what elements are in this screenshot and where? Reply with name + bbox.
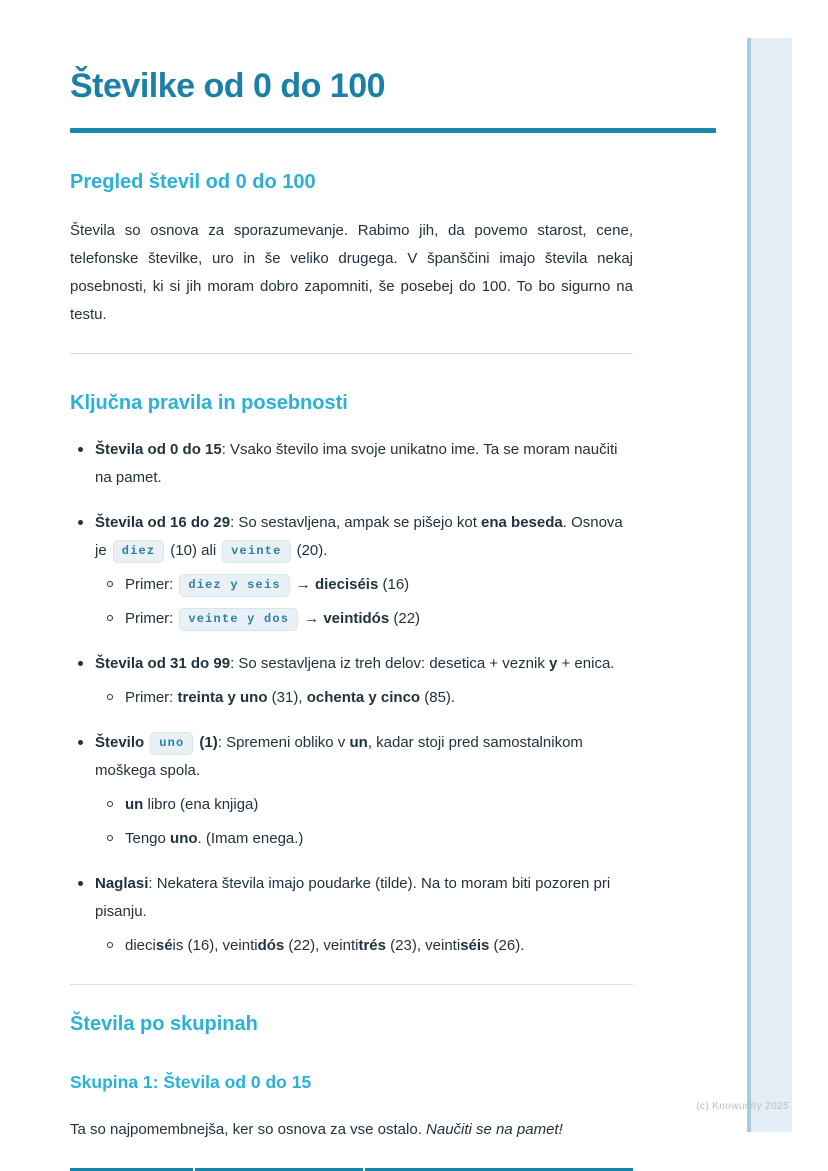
code-chip: veinte (222, 540, 290, 563)
page-title: Številke od 0 do 100 (70, 67, 386, 105)
sub-text: (85). (420, 689, 456, 706)
rule-term: Število (95, 734, 145, 751)
sub-text: dieci (125, 937, 156, 954)
sub-text: (22), veinti (284, 937, 359, 954)
subsection-heading-group1: Skupina 1: Števila od 0 do 15 (70, 1072, 312, 1092)
rule-term: Števila od 31 do 99 (95, 655, 231, 672)
sub-list-item (100, 791, 633, 819)
list-item (70, 650, 633, 712)
intro-text-italic: Naučiti se na pamet! (426, 1121, 563, 1138)
rule-text: : Vsako število ima svoje unikatno ime. Ta se moram naučiti na pamet. (95, 441, 618, 486)
list-item (70, 509, 633, 633)
rule-term: Števila od 0 do 15 (95, 441, 222, 458)
sub-text: (16) (378, 576, 410, 593)
sub-list-item (100, 684, 633, 712)
code-chip: veinte y dos (179, 608, 298, 631)
sub-text-bold: dós (257, 937, 285, 954)
rule-text: : So sestavljena iz treh delov: desetica + veznik (230, 655, 549, 672)
sub-text: (31), (267, 689, 307, 706)
sub-text-bold: trés (358, 937, 386, 954)
rule-text-bold: un (349, 734, 368, 751)
sub-list (100, 684, 633, 712)
sub-text-bold: un (125, 796, 144, 813)
title-underline-rule (70, 128, 716, 133)
rule-text: : Nekatera števila imajo poudarke (tilde). Na to moram biti pozoren pri pisanju. (95, 875, 611, 920)
rule-text: + enica. (557, 655, 615, 672)
page-edge-bar (747, 38, 792, 1132)
code-chip: diez (113, 540, 165, 563)
sub-text: Primer: (125, 576, 174, 593)
sub-text-bold: sé (155, 937, 173, 954)
section-divider (70, 984, 633, 985)
sub-text: (23), veinti (385, 937, 461, 954)
rule-text: : Spremeni obliko v (217, 734, 350, 751)
section-divider (70, 353, 633, 354)
sub-text-bold: dieciséis (314, 576, 379, 593)
sub-text-bold: ochenta y cinco (306, 689, 421, 706)
section-heading-groups: Števila po skupinah (70, 1013, 258, 1035)
sub-text: Tengo (125, 830, 171, 847)
sub-text-bold: treinta y uno (177, 689, 268, 706)
rule-text: (20). (296, 542, 328, 559)
sub-list-item (100, 825, 633, 853)
sub-text: (26). (489, 937, 525, 954)
sub-text-bold: veintidós (323, 610, 390, 627)
rule-text: . Osnova je (95, 514, 623, 559)
overview-paragraph: Števila so osnova za sporazumevanje. Rabimo jih, da povemo starost, cene, telefonske številke, uro in še veliko drugega. V španščini imajo števila nekaj posebnosti, ki si jih moram dobro zapomniti, še posebej do 100. To bo sigurno na testu. (70, 222, 633, 323)
sub-list-item (100, 571, 633, 599)
sub-text: . (Imam enega.) (197, 830, 304, 847)
sub-text: (22) (389, 610, 421, 627)
document-content (70, 0, 633, 1171)
sub-list (100, 791, 633, 853)
code-chip: uno (150, 732, 193, 755)
sub-list-item (100, 605, 633, 633)
rule-text-bold: (1) (199, 734, 218, 751)
sub-text: Primer: (125, 689, 178, 706)
sub-list (100, 932, 633, 960)
list-item (70, 729, 633, 853)
rule-text-bold: ena beseda (481, 514, 563, 531)
intro-text: Ta so najpomembnejša, ker so osnova za vse ostalo. (70, 1121, 427, 1138)
sub-text: Primer: (125, 610, 174, 627)
section-heading-rules: Ključna pravila in posebnosti (70, 392, 348, 414)
sub-text-bold: uno (170, 830, 198, 847)
section-heading-overview: Pregled števil od 0 do 100 (70, 171, 316, 193)
sub-list (100, 571, 633, 633)
group1-intro (70, 1116, 633, 1144)
rule-text: : So sestavljena, ampak se pišejo kot (230, 514, 482, 531)
code-chip: diez y seis (179, 574, 289, 597)
sub-text: libro (ena knjiga) (143, 796, 259, 813)
rule-text-bold: y (548, 655, 558, 672)
rule-text: , kadar stoji pred samostalnikom moškega spola. (95, 734, 583, 779)
rule-term: Naglasi (95, 875, 149, 892)
rule-term: Števila od 16 do 29 (95, 514, 231, 531)
sub-text-bold: séis (460, 937, 490, 954)
sub-text: is (16), veinti (172, 937, 258, 954)
sub-list-item (100, 932, 633, 960)
list-item (70, 436, 633, 492)
list-item (70, 870, 633, 960)
arrow-glyph: → (295, 576, 315, 593)
copyright-notice: (c) Knowunity 2025 (696, 1101, 789, 1112)
arrow-glyph: → (304, 610, 324, 627)
rules-list (70, 436, 633, 960)
rule-text: (10) ali (170, 542, 217, 559)
